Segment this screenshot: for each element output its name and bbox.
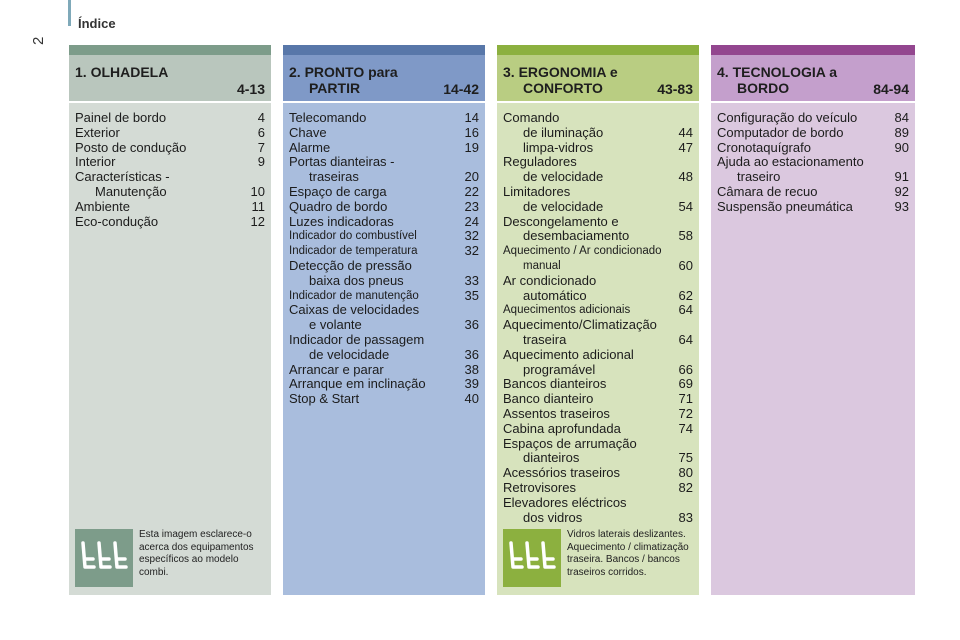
toc-entry-page: 16 — [464, 124, 479, 140]
toc-entry-page: 24 — [464, 213, 479, 229]
toc-entry[interactable] — [503, 422, 693, 437]
toc-entry-label: Indicador do combustível — [289, 230, 417, 243]
toc-entry-page: 82 — [678, 479, 693, 495]
section-title: 2. PRONTO para — [289, 64, 398, 80]
toc-entry[interactable] — [503, 259, 693, 274]
section-olhadela — [69, 45, 271, 595]
seats-icon — [75, 529, 133, 587]
toc-entry[interactable] — [503, 466, 693, 481]
toc-entry[interactable] — [75, 111, 265, 126]
toc-entry[interactable] — [289, 215, 479, 230]
toc-entry[interactable] — [75, 170, 265, 185]
toc-entry-label: Aquecimento/Climatização — [503, 317, 657, 333]
toc-entry-label: Câmara de recuo — [717, 183, 818, 199]
toc-entry-label: Reguladores — [503, 154, 577, 170]
toc-entry-label: Ar condicionado — [503, 272, 597, 288]
section-entries — [711, 103, 915, 215]
toc-entry-label: Caixas de velocidades — [289, 302, 420, 318]
toc-entry-page: 36 — [464, 346, 479, 362]
toc-entry[interactable] — [503, 348, 693, 363]
toc-entry[interactable] — [503, 363, 693, 378]
toc-entry-page: 84 — [894, 110, 909, 125]
toc-entry-page: 58 — [678, 228, 693, 244]
toc-entry[interactable] — [503, 407, 693, 422]
toc-entry[interactable] — [503, 185, 693, 200]
toc-entry[interactable] — [503, 437, 693, 452]
toc-entry-label: Telecomando — [289, 110, 367, 125]
section-note — [503, 529, 695, 587]
toc-entry[interactable] — [503, 481, 693, 496]
toc-entry[interactable] — [289, 155, 479, 170]
note-text: Vidros laterais deslizantes. Aquecimento / climatização traseira. Bancos / bancos traseiros corridos. — [567, 529, 689, 578]
toc-entry[interactable] — [75, 126, 265, 141]
toc-entry-page: 4 — [257, 110, 265, 125]
toc-entry-page: 22 — [464, 183, 479, 199]
toc-entry-label: Stop & Start — [289, 391, 360, 407]
toc-entry[interactable] — [289, 348, 479, 363]
title-accent-bar — [68, 0, 71, 26]
toc-entry-page: 80 — [678, 465, 693, 481]
toc-entry-label: Manutenção — [95, 183, 167, 199]
seats-icon — [503, 529, 561, 587]
toc-entry-page: 38 — [464, 361, 479, 377]
toc-entry[interactable] — [503, 333, 693, 348]
toc-entry[interactable] — [75, 215, 265, 230]
toc-entry-label: Alarme — [289, 139, 331, 155]
toc-entry[interactable] — [289, 111, 479, 126]
toc-entry-page: 14 — [464, 110, 479, 125]
toc-entry[interactable] — [717, 185, 909, 200]
toc-entry-label: Interior — [75, 154, 116, 170]
toc-entry[interactable] — [503, 511, 693, 526]
toc-entry[interactable] — [503, 141, 693, 156]
toc-entry-page: 54 — [678, 198, 693, 214]
toc-entry[interactable] — [503, 155, 693, 170]
toc-entry-page: 93 — [894, 198, 909, 214]
toc-entry-label: dos vidros — [523, 509, 583, 525]
section-page-range: 43-83 — [657, 81, 693, 97]
section-title: 4. TECNOLOGIA a — [717, 64, 838, 80]
toc-entry-label: Indicador de passagem — [289, 331, 425, 347]
toc-entry[interactable] — [289, 318, 479, 333]
section-title-line2: BORDO — [737, 80, 790, 96]
toc-entry[interactable] — [289, 392, 479, 407]
section-page-range: 14-42 — [443, 81, 479, 97]
toc-entry[interactable] — [503, 244, 693, 259]
toc-entry-page: 32 — [464, 228, 479, 244]
section-header[interactable] — [69, 55, 271, 101]
toc-entry-page: 66 — [678, 361, 693, 377]
toc-entry-page: 11 — [251, 198, 265, 214]
toc-entry-label: Detecção de pressão — [289, 257, 412, 273]
toc-entry-label: Espaço de carga — [289, 183, 387, 199]
toc-entry-label: Chave — [289, 124, 327, 140]
toc-entry-label: Banco dianteiro — [503, 391, 594, 407]
toc-entry-label: Assentos traseiros — [503, 405, 610, 421]
toc-entry[interactable] — [289, 274, 479, 289]
toc-entry[interactable] — [503, 274, 693, 289]
toc-entry[interactable] — [717, 200, 909, 215]
toc-entry[interactable] — [503, 451, 693, 466]
toc-entry-label: Limitadores — [503, 183, 571, 199]
toc-entry-page: 48 — [678, 169, 693, 185]
toc-entry-page: 64 — [678, 331, 693, 347]
toc-entry[interactable] — [503, 496, 693, 511]
toc-entry-page: 90 — [894, 139, 909, 155]
section-title-line2: PARTIR — [309, 80, 361, 96]
toc-entry[interactable] — [717, 141, 909, 156]
toc-entry-page: 10 — [250, 183, 265, 199]
toc-entry[interactable] — [289, 244, 479, 259]
toc-entry-label: Ambiente — [75, 198, 130, 214]
toc-entry-label: Elevadores eléctricos — [503, 494, 627, 510]
toc-entry-label: dianteiros — [523, 450, 580, 466]
toc-entry[interactable] — [503, 377, 693, 392]
toc-entry-label: baixa dos pneus — [309, 272, 404, 288]
section-entries — [497, 103, 699, 525]
toc-entry-page: 20 — [464, 169, 479, 185]
section-color-bar — [497, 45, 699, 55]
toc-entry[interactable] — [503, 318, 693, 333]
toc-entry-page: 60 — [678, 257, 693, 273]
toc-entry-label: Painel de bordo — [75, 110, 167, 125]
section-title-line2: CONFORTO — [523, 80, 603, 96]
section-color-bar — [711, 45, 915, 55]
toc-entry[interactable] — [289, 170, 479, 185]
section-tecnologia-a-bordo — [711, 45, 915, 595]
toc-entry[interactable] — [717, 126, 909, 141]
toc-entry-label: Computador de bordo — [717, 124, 844, 140]
toc-entry-page: 47 — [678, 139, 693, 155]
toc-entry-label: Aquecimento / Ar condicionado — [503, 245, 662, 258]
toc-entry-page: 71 — [678, 391, 693, 407]
page-number: 2 — [30, 36, 47, 45]
section-entries — [69, 103, 271, 229]
toc-entry-label: de velocidade — [309, 346, 390, 362]
toc-entry-page: 89 — [894, 124, 909, 140]
toc-entry[interactable] — [289, 259, 479, 274]
toc-entry[interactable] — [289, 200, 479, 215]
toc-entry-page: 35 — [464, 287, 479, 303]
toc-entry-page: 7 — [257, 139, 265, 155]
section-page-range: 4-13 — [236, 81, 265, 97]
section-header[interactable] — [711, 55, 915, 101]
toc-entry[interactable] — [289, 141, 479, 156]
toc-entry-page: 69 — [678, 376, 693, 392]
toc-entry[interactable] — [289, 185, 479, 200]
section-pronto-para-partir — [283, 45, 485, 595]
toc-entry-label: Características - — [75, 169, 170, 185]
toc-entry-page: 64 — [678, 302, 693, 318]
toc-entry-label: Aquecimentos adicionais — [503, 304, 631, 317]
toc-entry-label: Quadro de bordo — [289, 198, 388, 214]
toc-entry[interactable] — [75, 200, 265, 215]
section-header[interactable] — [283, 55, 485, 101]
toc-entry-label: Retrovisores — [503, 479, 576, 495]
toc-entry[interactable] — [717, 155, 909, 170]
toc-entry-label: Eco-condução — [75, 213, 159, 229]
toc-entry[interactable] — [503, 289, 693, 304]
toc-entry[interactable] — [289, 303, 479, 318]
toc-entry-label: Bancos dianteiros — [503, 376, 607, 392]
section-title: 3. ERGONOMIA e — [503, 64, 618, 80]
section-note — [75, 529, 267, 587]
toc-entry-label: de velocidade — [523, 169, 604, 185]
toc-entry-page: 92 — [894, 183, 909, 199]
section-header[interactable] — [497, 55, 699, 101]
toc-entry-label: Configuração do veículo — [717, 110, 858, 125]
toc-entry[interactable] — [75, 155, 265, 170]
toc-entry[interactable] — [503, 229, 693, 244]
toc-entry-label: automático — [523, 287, 587, 303]
toc-entry-label: e volante — [309, 317, 362, 333]
section-title: 1. OLHADELA — [75, 64, 169, 80]
toc-entry-label: Exterior — [75, 124, 120, 140]
toc-entry-label: traseiro — [737, 169, 781, 185]
toc-entry[interactable] — [503, 111, 693, 126]
note-text: Esta imagem esclarece-o acerca dos equipamentos específicos ao modelo combi. — [139, 529, 254, 578]
toc-entry-page: 91 — [894, 169, 909, 185]
toc-entry[interactable] — [503, 126, 693, 141]
toc-entry-page: 23 — [464, 198, 479, 214]
toc-entry-label: manual — [523, 259, 561, 272]
toc-entry[interactable] — [289, 126, 479, 141]
toc-entry-label: de velocidade — [523, 198, 604, 214]
toc-entry[interactable] — [503, 200, 693, 215]
toc-entry-page: 83 — [678, 509, 693, 525]
toc-entry-label: Arrancar e parar — [289, 361, 384, 377]
toc-entry-page: 19 — [464, 139, 479, 155]
toc-entry-page: 40 — [464, 391, 479, 407]
toc-entry-label: Suspensão pneumática — [717, 198, 853, 214]
toc-entry-label: Arranque em inclinação — [289, 376, 426, 392]
toc-entry[interactable] — [503, 170, 693, 185]
toc-entry-label: Acessórios traseiros — [503, 465, 621, 481]
doc-title: Índice — [78, 16, 116, 31]
toc-entry-label: Luzes indicadoras — [289, 213, 394, 229]
toc-entry-page: 6 — [257, 124, 265, 140]
toc-entry-label: Cabina aprofundada — [503, 420, 621, 436]
toc-entry-page: 12 — [250, 213, 265, 229]
toc-entry-label: traseira — [523, 331, 567, 347]
toc-entry-page: 36 — [464, 317, 479, 333]
toc-entry-label: Portas dianteiras - — [289, 154, 395, 170]
toc-entry[interactable] — [289, 363, 479, 378]
toc-entry-page: 9 — [257, 154, 265, 170]
toc-entry-label: Posto de condução — [75, 139, 187, 155]
toc-entry-label: programável — [523, 361, 596, 377]
section-ergonomia-conforto — [497, 45, 699, 595]
toc-entry-page: 75 — [678, 450, 693, 466]
toc-entry[interactable] — [289, 289, 479, 304]
section-entries — [283, 103, 485, 407]
toc-entry[interactable] — [717, 111, 909, 126]
toc-entry[interactable] — [289, 333, 479, 348]
section-color-bar — [283, 45, 485, 55]
toc-entry-label: limpa-vidros — [523, 139, 594, 155]
toc-entry-label: de iluminação — [523, 124, 604, 140]
toc-entry[interactable] — [75, 185, 265, 200]
toc-entry-label: Comando — [503, 110, 560, 125]
toc-entry[interactable] — [289, 377, 479, 392]
toc-entry[interactable] — [289, 229, 479, 244]
toc-entry[interactable] — [75, 141, 265, 156]
section-page-range: 84-94 — [873, 81, 909, 97]
toc-entry[interactable] — [503, 215, 693, 230]
toc-entry-label: Cronotaquígrafo — [717, 139, 811, 155]
toc-entry-label: Espaços de arrumação — [503, 435, 637, 451]
toc-entry-label: Aquecimento adicional — [503, 346, 634, 362]
toc-entry-label: Ajuda ao estacionamento — [717, 154, 864, 170]
section-color-bar — [69, 45, 271, 55]
toc-entry[interactable] — [503, 392, 693, 407]
toc-entry[interactable] — [503, 303, 693, 318]
toc-entry-page: 33 — [464, 272, 479, 288]
toc-entry-page: 74 — [678, 420, 693, 436]
toc-entry-page: 32 — [464, 243, 479, 259]
toc-entry-label: Indicador de manutenção — [289, 289, 419, 302]
toc-entry-label: desembaciamento — [523, 228, 630, 244]
toc-entry-page: 44 — [678, 124, 693, 140]
toc-entry[interactable] — [717, 170, 909, 185]
toc-entry-label: traseiras — [309, 169, 359, 185]
toc-entry-label: Descongelamento e — [503, 213, 619, 229]
toc-entry-page: 39 — [464, 376, 479, 392]
toc-entry-page: 62 — [678, 287, 693, 303]
toc-entry-label: Indicador de temperatura — [289, 245, 418, 258]
toc-entry-page: 72 — [678, 405, 693, 421]
